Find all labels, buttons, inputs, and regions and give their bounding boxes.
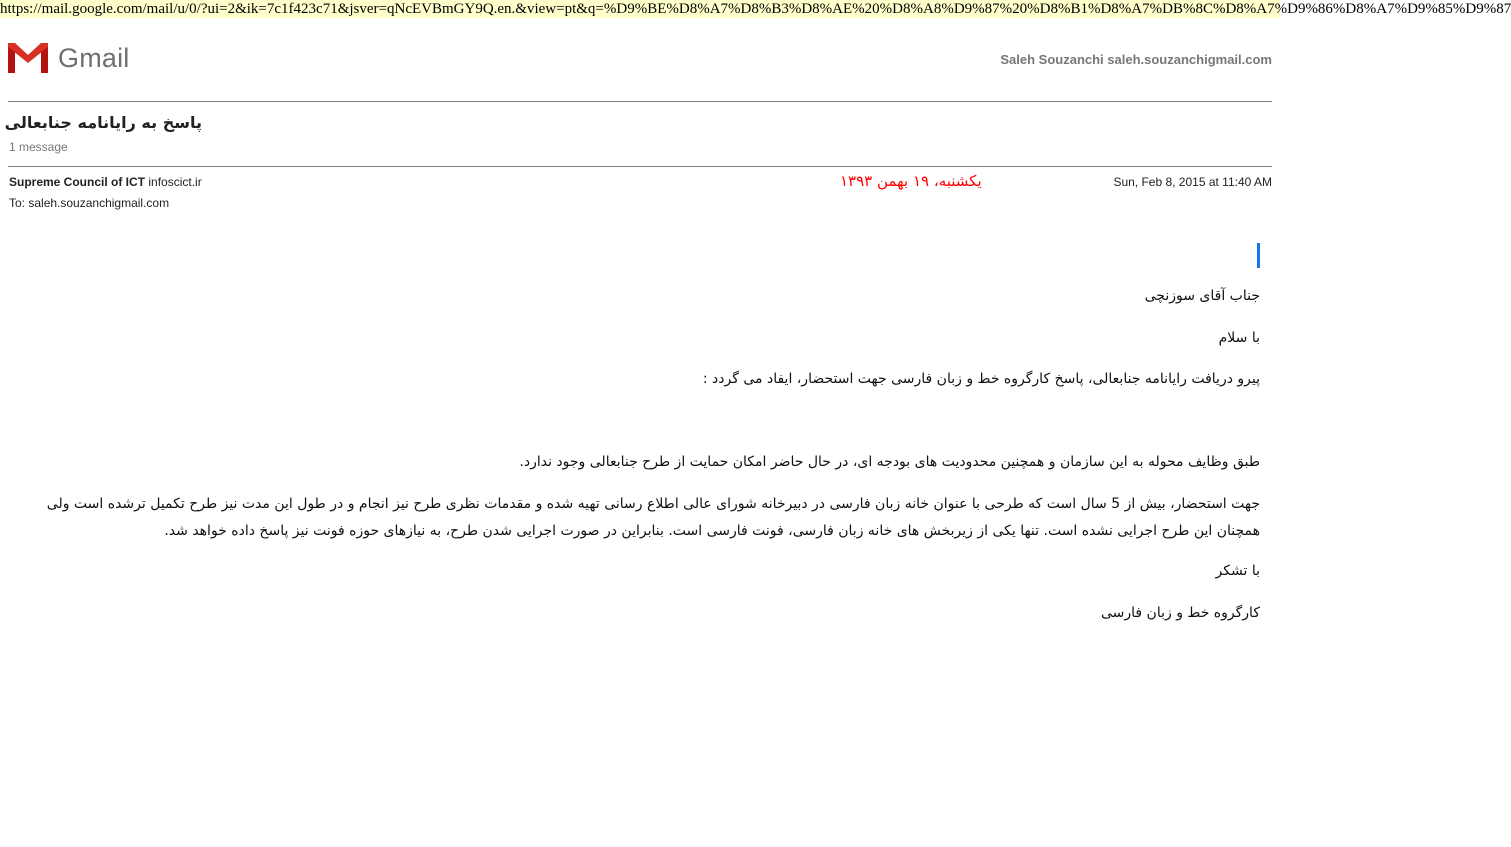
browser-url-bar[interactable]: https://mail.google.com/mail/u/0/?ui=2&ik=7c1f423c71&jsver=qNcEVBmGY9Q.en.&view=pt&q=%D9%BE%D8%A7%D8%B3%D8%AE%20%D8%A8%D9%87%20%D8%B1%D8%A7%DB%8C%D8%A7%D9%86%D8%A7%D9%85%D9%87: [0, 1, 1511, 17]
body-paragraph-2: طبق وظایف محوله به این سازمان و همچنین محدودیت های بودجه ای، در حال حاضر امکان حمایت از طرح جنابعالی وجود ندارد.: [519, 454, 1260, 470]
recipient-email: saleh.souzanchigmail.com: [28, 196, 170, 210]
body-greeting: جناب آقای سوزنچی: [1144, 288, 1260, 304]
message-count: 1 message: [9, 140, 68, 154]
thread-subject: پاسخ به رایانامه جنابعالی: [4, 113, 202, 132]
body-paragraph-1: پیرو دریافت رایانامه جنابعالی، پاسخ کارگروه خط و زبان فارسی جهت استحضار، ایفاد می گردد :: [702, 371, 1260, 387]
gmail-logo-text: Gmail: [58, 42, 130, 73]
sent-date: Sun, Feb 8, 2015 at 11:40 AM: [1113, 175, 1272, 189]
recipient-label: To:: [9, 196, 26, 210]
body-salam: با سلام: [1218, 330, 1260, 346]
gmail-logo: [8, 42, 130, 74]
sender-name: Supreme Council of ICT: [9, 175, 146, 189]
body-thanks: با تشکر: [1215, 563, 1260, 579]
thread-divider: [8, 166, 1272, 167]
rtl-paragraph-marker: [1257, 243, 1260, 268]
persian-date: یکشنبه، ۱۹ بهمن ۱۳۹۳: [840, 172, 982, 190]
account-info: Saleh Souzanchi saleh.souzanchigmail.com: [1000, 52, 1272, 67]
recipient-line: [9, 196, 169, 210]
header-divider: [8, 101, 1272, 102]
body-paragraph-3: جهت استحضار، بیش از 5 سال است که طرحی با عنوان خانه زبان فارسی در دبیرخانه شورای عالی اطلاع رسانی تهیه شده و مقدمات نظری طرح نیز انجام و در طول این مدت نیز طرح تکمیل ترشده است ولی همچنان این طرح اجرایی نشده است. تنها یکی از زیربخش های خانه زبان فارسی، فونت فارسی است. بنابراین در صورت اجرایی شدن طرح، به نیازهای حوزه فونت نیز پاسخ داده خواهد شد.: [46, 496, 1260, 539]
sender-line: [9, 175, 202, 189]
sender-email: infoscict.ir: [148, 175, 202, 189]
gmail-envelope-icon: [8, 43, 48, 73]
body-signature: کارگروه خط و زبان فارسی: [1100, 605, 1260, 621]
